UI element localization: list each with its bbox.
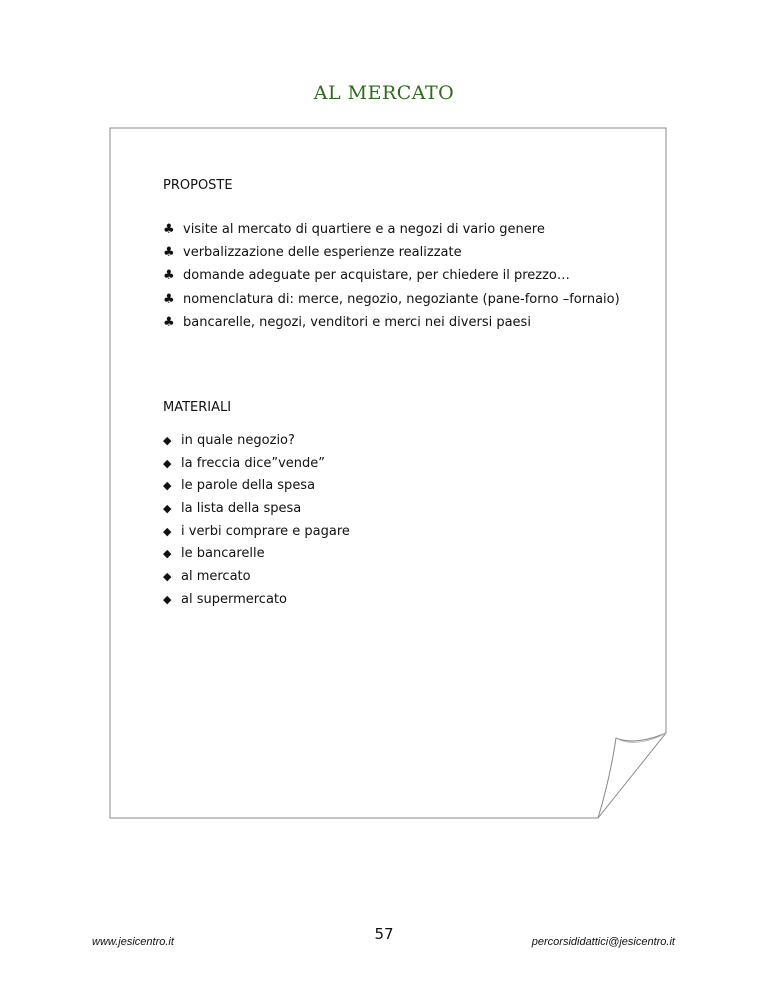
club-bullet-icon: ♣ [163,314,175,330]
page-title: AL MERCATO [313,82,455,104]
list-item-text: domande adeguate per acquistare, per chiedere il prezzo… [183,268,570,284]
list-item-text: al supermercato [181,591,287,607]
diamond-bullet-icon: ◆ [163,456,172,470]
materiali-list [163,429,350,611]
list-item-text: al mercato [181,568,251,584]
list-item [163,218,620,241]
list-item [163,474,350,497]
diamond-bullet-icon: ◆ [163,524,172,538]
club-bullet-icon: ♣ [163,245,175,261]
list-item-text: visite al mercato di quartiere e a negozi di vario genere [183,222,545,238]
list-item-text: nomenclatura di: merce, negozio, negoziante (pane-forno –fornaio) [183,291,620,307]
list-item [163,542,350,565]
diamond-bullet-icon: ◆ [163,547,172,561]
list-item-text: i verbi comprare e pagare [181,523,350,539]
list-item [163,588,350,611]
club-bullet-icon: ♣ [163,222,175,238]
list-item-text: in quale negozio? [181,432,295,448]
list-item [163,288,620,311]
diamond-bullet-icon: ◆ [163,433,172,447]
list-item-text: le parole della spesa [181,478,316,494]
list-item [163,452,350,475]
club-bullet-icon: ♣ [163,291,175,307]
materiali-heading: MATERIALI [163,400,232,415]
club-bullet-icon: ♣ [163,268,175,284]
footer-email-link[interactable]: percorsididattici@jesicentro.it [531,936,675,948]
diamond-bullet-icon: ◆ [163,479,172,493]
diamond-bullet-icon: ◆ [163,569,172,583]
list-item [163,311,620,334]
list-item [163,264,620,287]
list-item [163,565,350,588]
proposte-list [163,218,620,334]
proposte-heading: PROPOSTE [163,178,233,193]
page-curl [598,733,666,818]
list-item [163,241,620,264]
footer-website-link[interactable]: www.jesicentro.it [92,936,174,948]
list-item [163,520,350,543]
diamond-bullet-icon: ◆ [163,592,172,606]
page-number: 57 [374,925,394,943]
list-item-text: bancarelle, negozi, venditori e merci nei diversi paesi [183,314,531,330]
list-item-text: la freccia dice”vende” [181,455,326,471]
list-item [163,429,350,452]
list-item-text: la lista della spesa [181,500,302,516]
diamond-bullet-icon: ◆ [163,501,172,515]
list-item-text: verbalizzazione delle esperienze realizzate [183,245,462,261]
page-curl-fold [616,733,666,742]
list-item-text: le bancarelle [181,546,265,562]
list-item [163,497,350,520]
